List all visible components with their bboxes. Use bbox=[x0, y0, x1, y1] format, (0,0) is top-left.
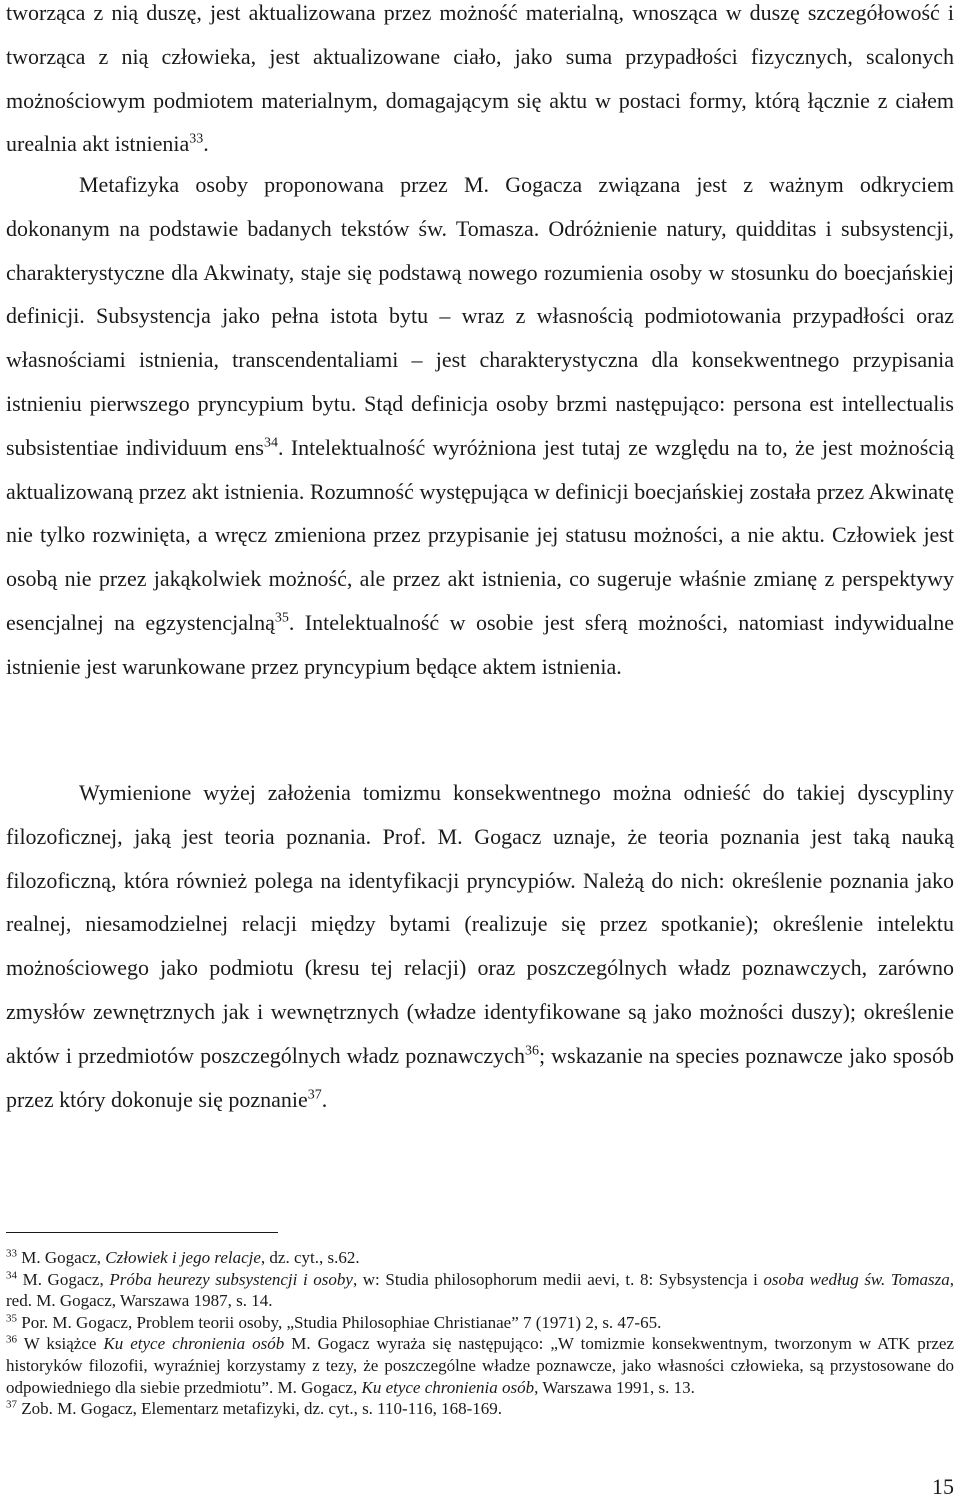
footnote-34 bbox=[6, 1269, 954, 1312]
paragraph-text: tworząca z nią duszę, jest aktualizowana przez możność materialną, wnosząca w duszę szczegółowość i tworząca z nią człowieka, jest aktualizowane ciało, jako suma przypadłości fizycznych, scalonych możnościowym podmiotem materialnym, domagającym się aktu w postaci formy, którą łącznie z ciałem urealnia akt istnienia bbox=[6, 0, 954, 157]
footnote-text: , red. M. Gogacz, Warszawa 1987, s. 14. bbox=[6, 1269, 955, 1311]
footnote-title: Ku etyce chronienia osób bbox=[361, 1377, 535, 1397]
footnotes bbox=[6, 1247, 954, 1420]
footnote-number: 34 bbox=[6, 1268, 17, 1281]
footnote-title: Człowiek i jego relacje bbox=[105, 1248, 261, 1267]
footnote-text: M. Gogacz wyraża się następująco: „W tomizmie konsekwentnym, tworzonym w ATK przez historyków filozofii, wyraźniej korzystamy z tezy, że poszczególne władze poznawcze, jako własności człowieka, są przystosowane do odpowiedniego dla siebie przedmiotu”. M. Gogacz, bbox=[6, 1334, 955, 1397]
footnote-number: 33 bbox=[6, 1247, 17, 1260]
footnote-35 bbox=[6, 1312, 954, 1334]
paragraph-1 bbox=[6, 0, 954, 166]
footnote-title: Ku etyce chronienia osób bbox=[103, 1334, 285, 1354]
footnote-text: M. Gogacz, bbox=[22, 1269, 110, 1289]
footnote-text: Zob. M. Gogacz, Elementarz metafizyki, dz. cyt., s. 110-116, 168-169. bbox=[21, 1399, 502, 1419]
footnote-ref-34: 34 bbox=[263, 435, 278, 451]
footnote-number: 37 bbox=[6, 1398, 17, 1411]
footnote-ref-35: 35 bbox=[274, 610, 289, 626]
paragraph-2 bbox=[6, 163, 954, 689]
footnote-title: osoba według św. Tomasza bbox=[763, 1269, 950, 1289]
footnote-number: 35 bbox=[6, 1312, 17, 1325]
footnote-title: Próba heurezy subsystencji i osoby bbox=[109, 1269, 353, 1289]
footnote-separator bbox=[6, 1232, 278, 1233]
footnote-number: 36 bbox=[6, 1333, 17, 1346]
paragraph-text: Metafizyka osoby proponowana przez M. Gogacza związana jest z ważnym odkryciem dokonanym na podstawie badanych tekstów św. Tomasza. Odróżnienie natury, quidditas i subsystencji, charakterystyczne dla Akwinaty, staje się podstawą nowego rozumienia osoby w stosunku do boecjańskiej definicji. Subsystencja jako pełna istota bytu – wraz z własnością podmiotowania przypadłości oraz własnościami istnienia, transcendentaliami – jest charakterystyczna dla konsekwentnego przypisania istnieniu pierwszego pryncypium bytu. Stąd definicja osoby brzmi następująco: persona est intellectualis subsistentiae individuum ens bbox=[6, 172, 954, 460]
footnote-37 bbox=[6, 1398, 954, 1420]
footnote-text: , w: Studia philosophorum medii aevi, t. 8: Sybsystencja i bbox=[352, 1269, 764, 1289]
footnote-text: , dz. cyt., s.62. bbox=[260, 1248, 360, 1267]
footnote-text: M. Gogacz, bbox=[21, 1248, 106, 1267]
footnote-ref-36: 36 bbox=[524, 1043, 539, 1059]
footnote-ref-33: 33 bbox=[189, 132, 204, 148]
footnote-36 bbox=[6, 1333, 954, 1398]
paragraph-text: . bbox=[203, 131, 209, 157]
paragraph-text: Wymienione wyżej założenia tomizmu konsekwentnego można odnieść do takiej dyscypliny filozoficznej, jaką jest teoria poznania. Prof. M. Gogacz uznaje, że teoria poznania jest taką nauką filozoficzną, która również polega na identyfikacji pryncypiów. Należą do nich: określenie poznania jako realnej, niesamodzielnej relacji między bytami (realizuje się przez spotkanie); określenie intelektu możnościowego jako podmiotu (kresu tej relacji) oraz poszczególnych władz poznawczych, zarówno zmysłów zewnętrznych jak i wewnętrznych (władze identyfikowane są jako możności duszy); określenie aktów i przedmiotów poszczególnych władz poznawczych bbox=[6, 780, 954, 1068]
paragraph-text: ; wskazanie na species poznawcze jako sposób przez który dokonuje się poznanie bbox=[6, 1042, 954, 1112]
paragraph-text: . Intelektualność wyróżniona jest tutaj ze względu na to, że jest możnością aktualizowaną przez akt istnienia. Rozumność występująca w definicji boecjańskiej została przez Akwinatę nie tylko rozwinięta, a wręcz zmieniona przez przypisanie jej statusu możności, a nie aktu. Człowiek jest osobą nie przez jakąkolwiek możność, ale przez akt istnienia, co sugeruje właśnie zmianę z perspektywy esencjalnej na egzystencjalną bbox=[6, 434, 955, 635]
footnote-ref-37: 37 bbox=[307, 1087, 322, 1103]
footnote-text: W książce bbox=[23, 1334, 104, 1354]
paragraph-text: . bbox=[321, 1086, 328, 1112]
paragraph-3 bbox=[6, 771, 954, 1121]
page-number: 15 bbox=[932, 1474, 954, 1499]
footnote-text: Por. M. Gogacz, Problem teorii osoby, „Studia Philosophiae Christianae” 7 (1971) 2, s. 47-65. bbox=[21, 1312, 662, 1332]
paragraph-text: . Intelektualność w osobie jest sferą możności, natomiast indywidualne istnienie jest warunkowane przez pryncypium będące aktem istnienia. bbox=[6, 609, 954, 679]
footnote-33 bbox=[6, 1247, 954, 1269]
footnote-text: , Warszawa 1991, s. 13. bbox=[534, 1377, 695, 1397]
